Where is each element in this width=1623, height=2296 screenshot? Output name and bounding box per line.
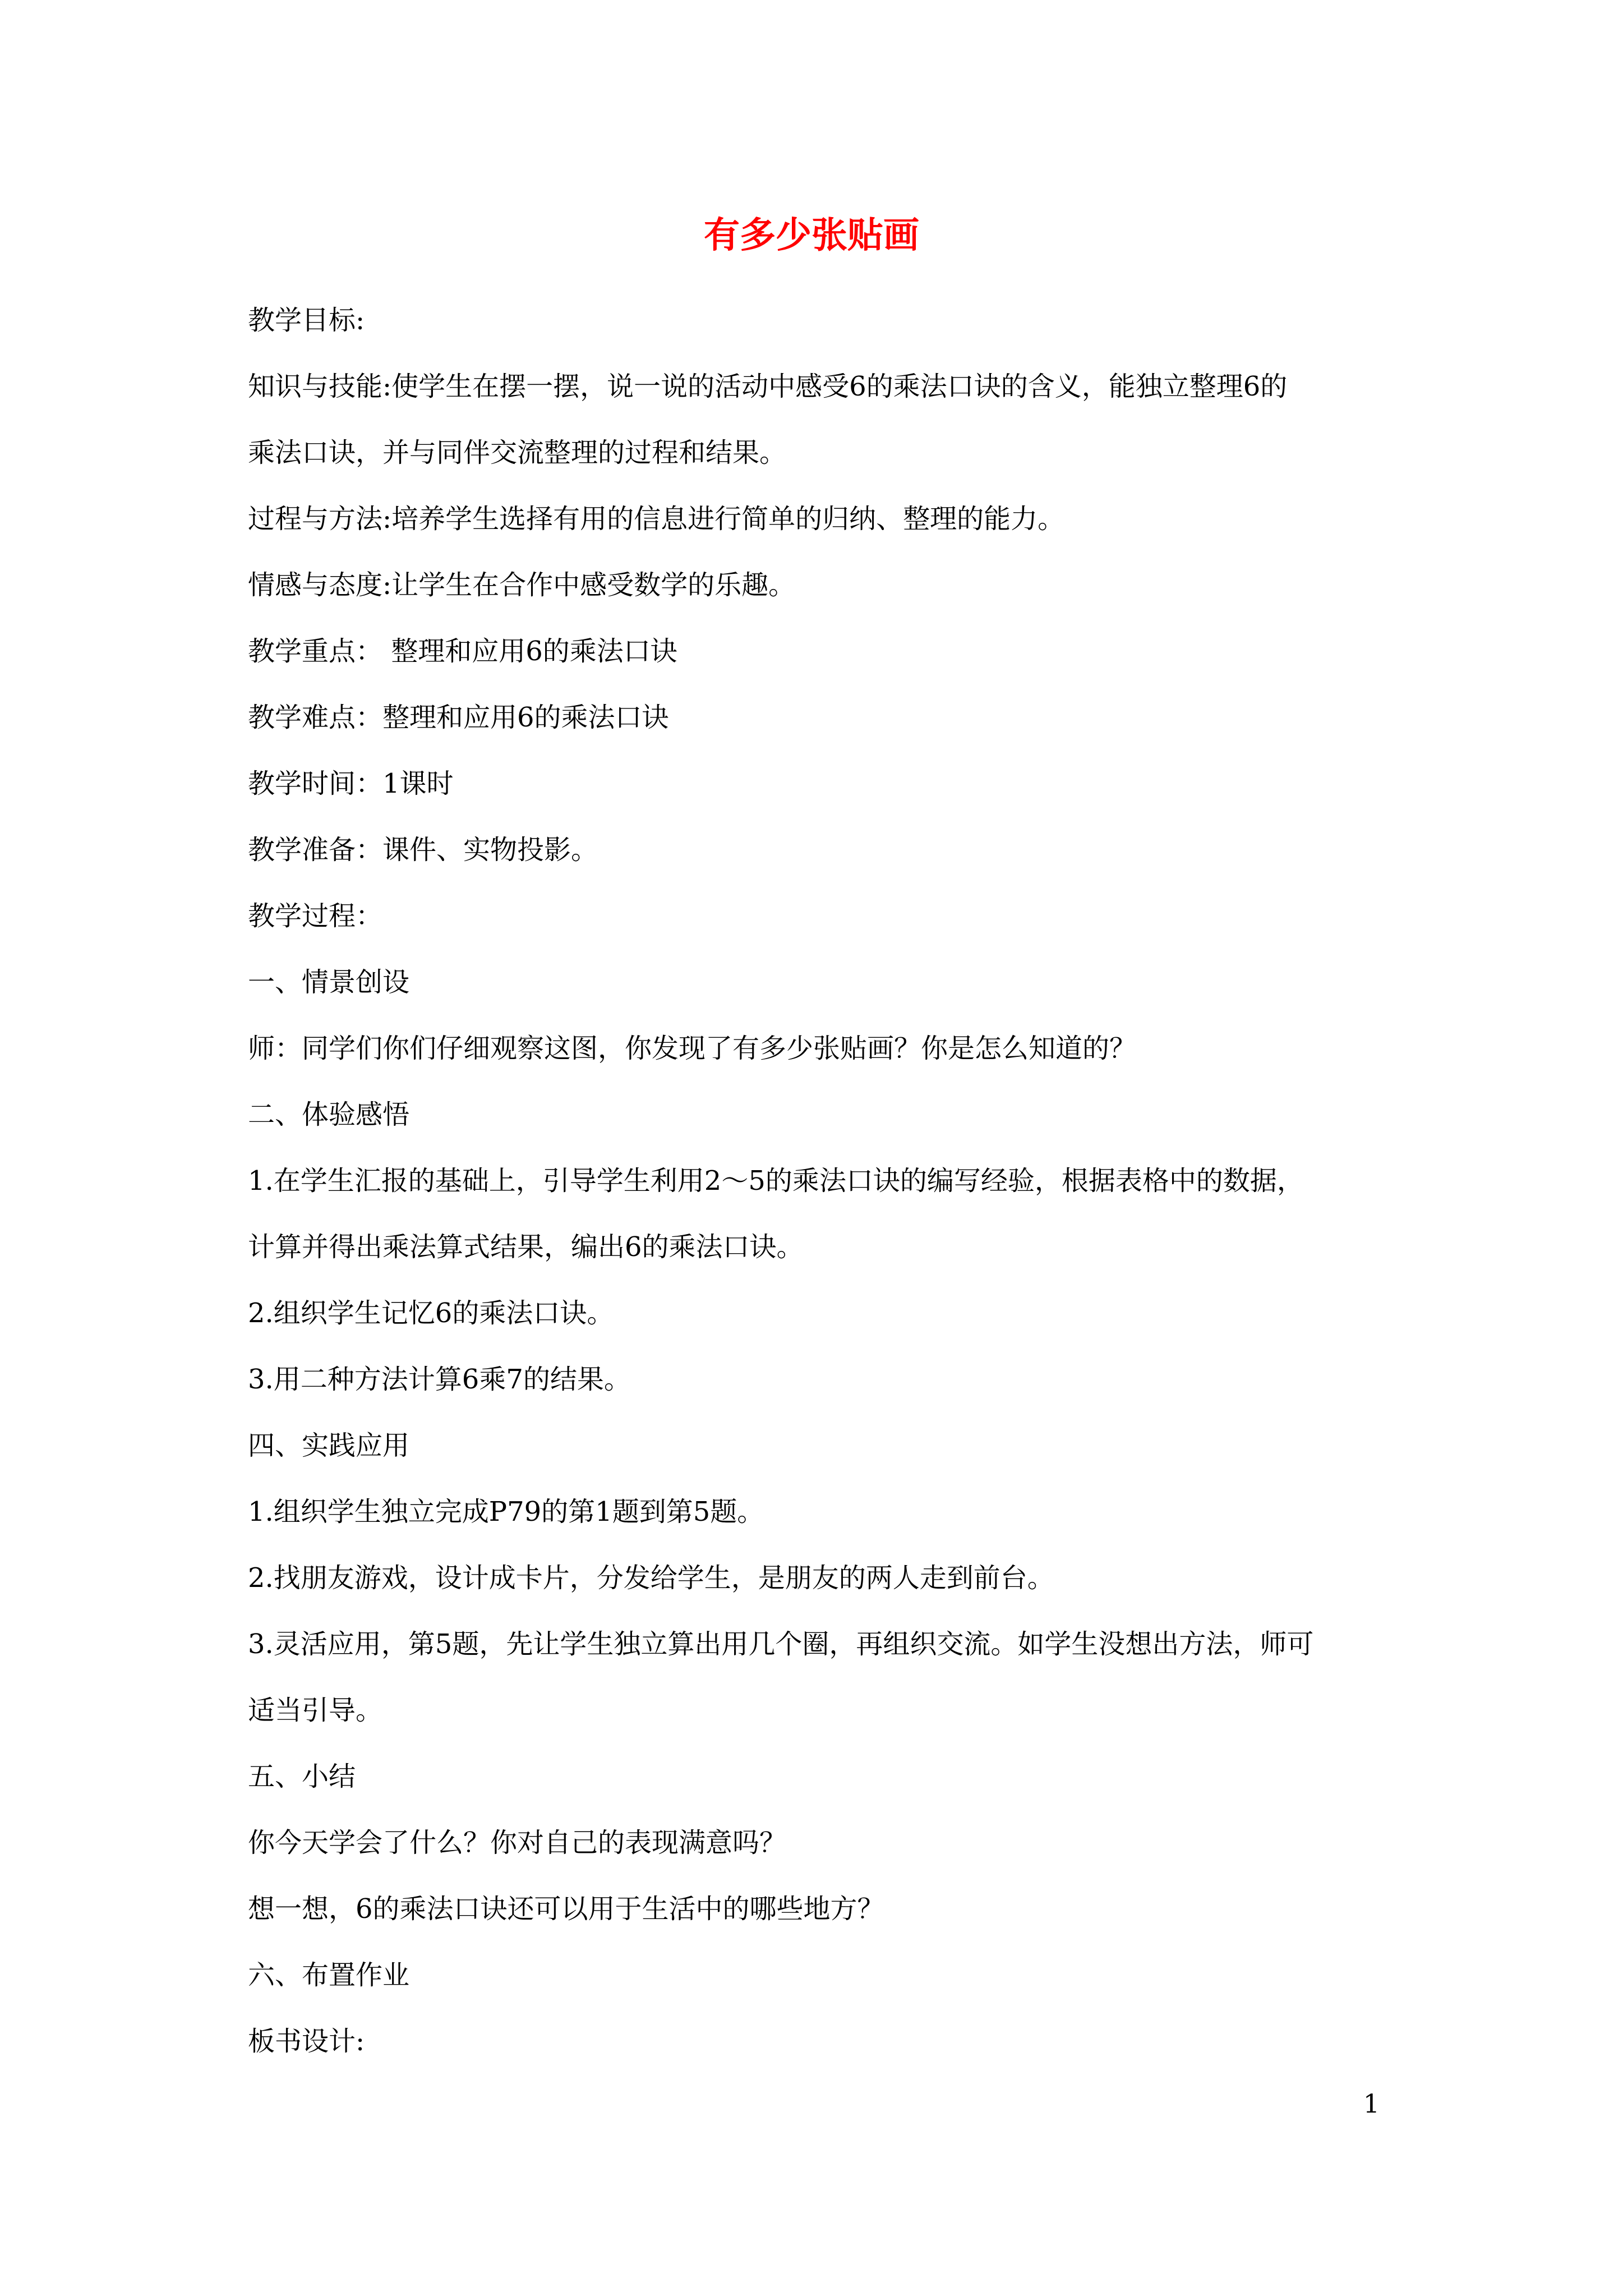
text-line: 适当引导。 [248, 1695, 383, 1726]
text-line: 一、情景创设 [248, 967, 410, 998]
text-line: 二、体验感悟 [248, 1099, 410, 1130]
text-line: 3.用二种方法计算6乘7的结果。 [248, 1364, 631, 1395]
text-line: 师：同学们你们仔细观察这图，你发现了有多少张贴画？你是怎么知道的？ [248, 1033, 1137, 1064]
text-line: 2.组织学生记忆6的乘法口诀。 [248, 1297, 614, 1329]
text-line: 教学重点： 整理和应用6的乘法口诀 [248, 636, 677, 667]
text-line: 六、布置作业 [248, 1959, 410, 1991]
text-line: 计算并得出乘法算式结果，编出6的乘法口诀。 [248, 1231, 804, 1263]
text-line: 教学难点：整理和应用6的乘法口诀 [248, 702, 669, 733]
text-line: 教学准备：课件、实物投影。 [248, 834, 598, 866]
text-line: 五、小结 [248, 1761, 356, 1792]
text-line: 知识与技能:使学生在摆一摆，说一说的活动中感受6的乘法口诀的含义，能独立整理6的 [248, 371, 1288, 402]
page-number: 1 [1363, 2088, 1380, 2119]
text-line: 教学时间：1课时 [248, 768, 454, 799]
text-line: 想一想，6的乘法口诀还可以用于生活中的哪些地方？ [248, 1893, 884, 1925]
page-title: 有多少张贴画 [704, 214, 919, 256]
text-line: 教学过程： [248, 900, 383, 932]
text-line: 板书设计: [248, 2026, 365, 2057]
text-line: 过程与方法:培养学生选择有用的信息进行简单的归纳、整理的能力。 [248, 503, 1065, 535]
text-line: 四、实践应用 [248, 1430, 410, 1461]
text-line: 3.灵活应用，第5题，先让学生独立算出用几个圈，再组织交流。如学生没想出方法，师可 [248, 1628, 1314, 1660]
text-line: 1.在学生汇报的基础上，引导学生利用2～5的乘法口诀的编写经验，根据表格中的数据， [248, 1165, 1304, 1197]
text-line: 教学目标: [248, 305, 365, 336]
text-line: 2.找朋友游戏，设计成卡片，分发给学生，是朋友的两人走到前台。 [248, 1562, 1054, 1594]
text-line: 乘法口诀，并与同伴交流整理的过程和结果。 [248, 437, 787, 468]
text-line: 1.组织学生独立完成P79的第1题到第5题。 [248, 1496, 764, 1527]
text-line: 情感与态度:让学生在合作中感受数学的乐趣。 [248, 569, 796, 601]
document-body [248, 287, 1386, 2074]
text-line: 你今天学会了什么？你对自己的表现满意吗？ [248, 1827, 787, 1858]
